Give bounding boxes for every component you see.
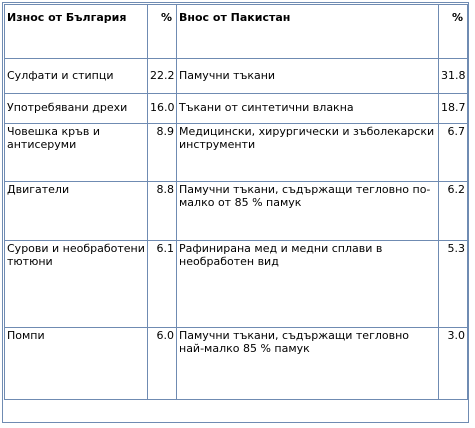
- import-pct: 3.0: [439, 328, 468, 400]
- table-row: [5, 59, 468, 94]
- export-pct: 8.8: [148, 182, 177, 241]
- table-row: [5, 124, 468, 182]
- table-row: [5, 182, 468, 241]
- export-pct: 6.1: [148, 241, 177, 328]
- header-import-pct: %: [439, 5, 468, 59]
- import-pct: 6.7: [439, 124, 468, 182]
- table-row: [5, 328, 468, 400]
- trade-table: [4, 4, 468, 400]
- import-item: Тъкани от синтетични влакна: [177, 94, 439, 124]
- table-header-row: [5, 5, 468, 59]
- export-item: Двигатели: [5, 182, 148, 241]
- import-item: Памучни тъкани, съдържащи тегловно по-малко от 85 % памук: [177, 182, 439, 241]
- header-export-pct: %: [148, 5, 177, 59]
- import-pct: 18.7: [439, 94, 468, 124]
- import-item: Рафинирана мед и медни сплави в необработен вид: [177, 241, 439, 328]
- export-pct: 8.9: [148, 124, 177, 182]
- import-pct: 5.3: [439, 241, 468, 328]
- import-item: Памучни тъкани: [177, 59, 439, 94]
- export-item: Помпи: [5, 328, 148, 400]
- header-import: Внос от Пакистан: [177, 5, 439, 59]
- export-pct: 22.2: [148, 59, 177, 94]
- export-item: Човешка кръв и антисеруми: [5, 124, 148, 182]
- export-item: Употребявани дрехи: [5, 94, 148, 124]
- export-pct: 6.0: [148, 328, 177, 400]
- header-export: Износ от България: [5, 5, 148, 59]
- export-pct: 16.0: [148, 94, 177, 124]
- export-item: Сулфати и стипци: [5, 59, 148, 94]
- import-pct: 6.2: [439, 182, 468, 241]
- export-item: Сурови и необработени тютюни: [5, 241, 148, 328]
- table-row: [5, 94, 468, 124]
- import-item: Памучни тъкани, съдържащи тегловно най-малко 85 % памук: [177, 328, 439, 400]
- table-row: [5, 241, 468, 328]
- import-pct: 31.8: [439, 59, 468, 94]
- import-item: Медицински, хирургически и зъболекарски инструменти: [177, 124, 439, 182]
